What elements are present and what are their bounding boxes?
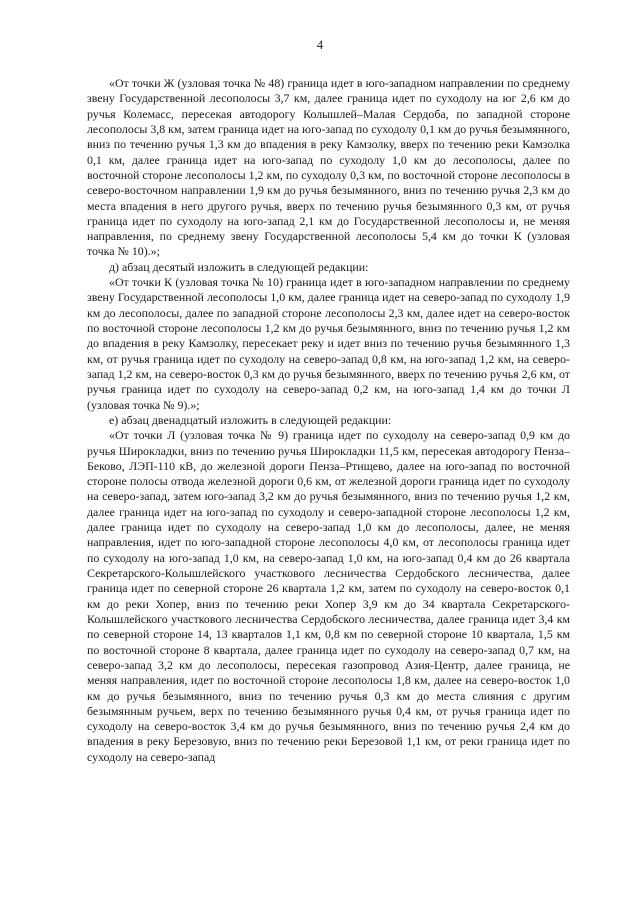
paragraph-point-k: «От точки К (узловая точка № 10) граница идет в юго-западном направлении по среднему звену Государственной лесополосы 1,0 км, далее граница идет на северо-запад по суходолу 1,9 км до лесополосы, далее по западной стороне лесополосы 2,3 км, далее идет на северо-восток по восточной стороне лесополосы 1,2 км до ручья безымянного, вниз по течению ручья 1,2 км до впадения в реку Камзолку, пересекает реку и идет вниз по течению ручья безымянного 1,3 км, от ручья граница идет по суходолу на северо-запад 0,8 км, на юго-запад 1,2 км, на северо-запад 1,2 км, на северо-восток 0,3 км до ручья безымянного, вверх по течению ручья 2,6 км, от ручья граница идет по суходолу на северо-запад 0,2 км, на юго-запад 1,4 км до точки Л (узловая точка № 9).»;	[87, 275, 570, 412]
paragraph-amendment-e: е) абзац двенадцатый изложить в следующей редакции:	[109, 412, 392, 427]
document-body	[87, 76, 570, 765]
paragraph-amendment-d: д) абзац десятый изложить в следующей редакции:	[109, 259, 369, 274]
page-number: 4	[316, 38, 324, 52]
paragraph-point-l: «От точки Л (узловая точка № 9) граница идет по суходолу на северо-запад 0,9 км до ручья Широкладки, вниз по течению ручья Широкладки 11,5 км, пересекая автодорогу Пенза–Беково, ЛЭП-110 кВ, до железной дороги Пенза–Ртищево, далее на юго-запад по восточной стороне полосы отвода железной дороги 0,6 км, от железной дороги граница идет по суходолу на северо-запад, затем юго-запад 3,2 км до ручья безымянного, вниз по течению ручья 1,2 км, далее граница идет на юго-запад по суходолу и северо-западной стороне лесополосы 1,2 км, далее граница идет по суходолу на северо-запад 1,0 км до лесополосы, далее, не меняя направления, идет по юго-западной стороне лесополосы 4,0 км, от лесополосы граница идет по суходолу на юго-запад 1,0 км, на северо-запад 1,0 км, на юго-запад 0,4 км до 26 квартала Секретарского-Колышлейского участкового лесничества Сердобского лесничества, далее граница идет по северной стороне 26 квартала 1,2 км, затем по суходолу на северо-восток 0,1 км до реки Хопер, вниз по течению реки Хопер 3,9 км до 34 квартала Секретарского-Колышлейского участкового лесничества Сердобского лесничества, далее граница идет 3,4 км по северной стороне 14, 13 кварталов 1,1 км, 0,8 км по северной стороне 10 квартала, 1,5 км по восточной стороне 8 квартала, далее граница идет по суходолу на северо-запад 0,7 км, на северо-запад 3,2 км до лесополосы, пересекая газопровод Азия-Центр, далее граница, не меняя направления, идет по восточной стороне лесополосы 1,8 км, далее на северо-восток 1,0 км до ручья безымянного, вниз по течению ручья 0,3 км до места слияния с другим безымянным ручьем, верх по течению безымянного ручья 0,4 км, от ручья граница идет по суходолу на северо-восток 3,4 км до ручья безымянного, вниз по течению ручья 2,4 км до впадения в реку Березовую, вниз по течению реки Березовой 1,1 км, от реки граница идет по суходолу на северо-запад	[87, 428, 570, 764]
paragraph-point-zh: «От точки Ж (узловая точка № 48) граница идет в юго-западном направлении по среднему звену Государственной лесополосы 3,7 км, далее граница идет по суходолу на юг 2,6 км до ручья Колемасс, пересекая автодорогу Колышлей–Малая Сердоба, по западной стороне лесополосы 3,8 км, затем граница идет на юго-запад по суходолу 0,1 км до ручья безымянного, вниз по течению ручья 1,3 км до впадения в реку Камзолку, вверх по течению реки Камзолка 0,1 км, далее граница идет на юго-запад по суходолу 1,0 км до лесополосы, далее по восточной стороне лесополосы 1,2 км, по суходолу 0,3 км, по восточной стороне лесополосы в северо-восточном направлении 1,9 км до ручья безымянного, вниз по течению ручья 2,3 км до места впадения в него другого ручья, вверх по течению ручья безымянного 0,3 км, от ручья граница идет по суходолу на юго-запад 2,1 км до Государственной лесополосы и, не меняя направления, по среднему звену Государственной лесополосы 5,4 км до точки К (узловая точка № 10).»;	[87, 76, 570, 259]
